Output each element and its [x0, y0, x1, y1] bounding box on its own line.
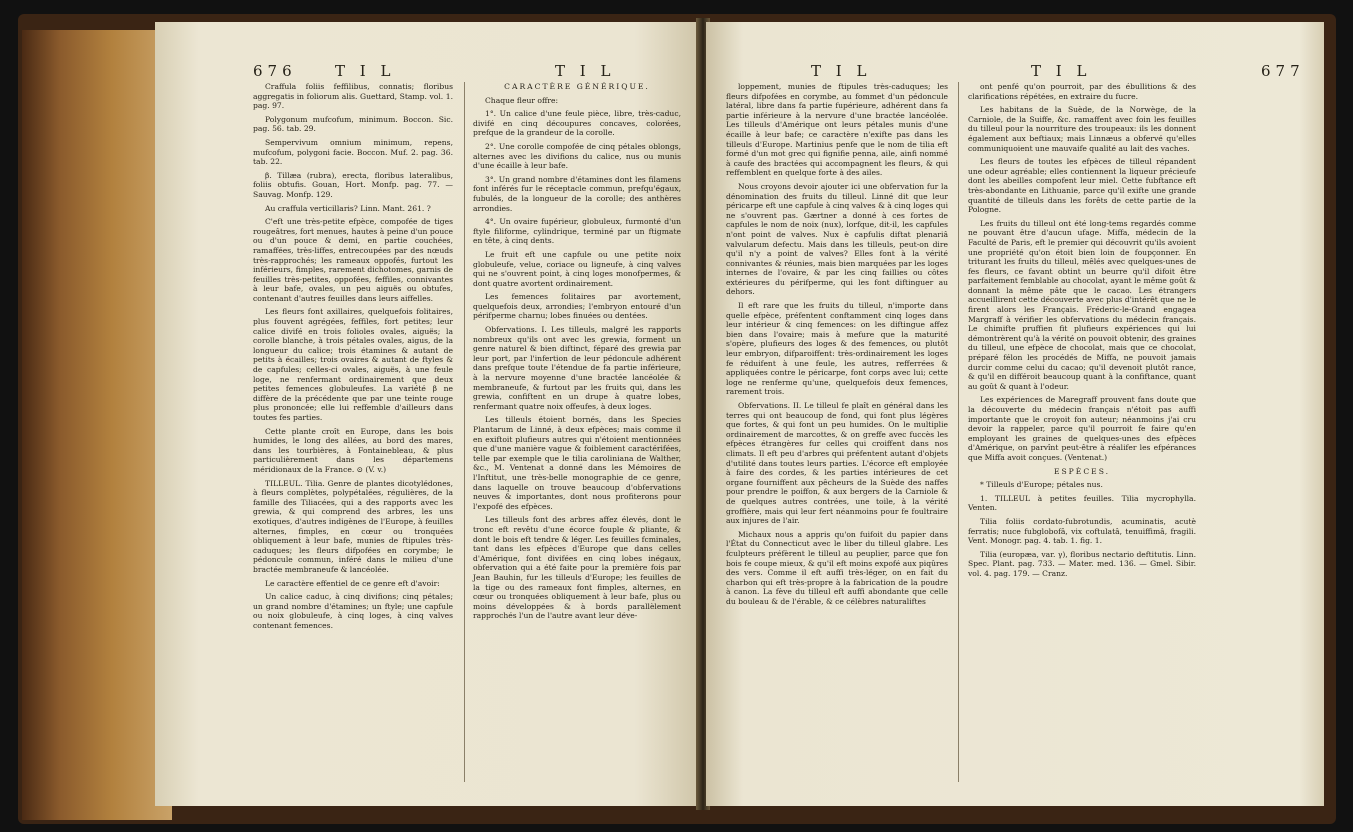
left-page: [155, 22, 700, 806]
paragraph: Craffula foliis feffilibus, connatis; floribus aggregatis in foliorum alis. Guettard, Stamp. vol. 1. pag. 97.: [253, 82, 453, 111]
running-head: T I L: [1031, 62, 1092, 80]
paragraph: Obfervations. I. Les tilleuls, malgré les rapports nombreux qu'ils ont avec les grewia, forment un genre naturel & bien diftinct, féparé des grewia par leur port, par l'infertion de leur pédoncule adhérent dans prefque toute l'étendue de fa partie inférieure, à la nervure moyenne d'une bractée lancéolée & membraneufe, & furtout par les fruits qui, dans les grewia, confiftent en un drupe à quatre lobes, renfermant quatre noix offeufes, à deux loges.: [473, 325, 681, 411]
paragraph: Le fruit eft une capfule ou une petite noix globuleufe, velue, coriace ou ligneufe, à cinq valves qui ne s'ouvrent point, à cinq loges monofpermes, & dont quatre avortent ordinairement.: [473, 249, 681, 288]
paragraph: TILLEUL. Tilia. Genre de plantes dicotylédones, à fleurs complètes, polypétalées, régulières, de la famille des Tiliacées, qui a des rapports avec les grewia, & qui comprend des arbres, les uns exotiques, d'autres indigènes de l'Europe, à feuilles alternes, fimples, en cœur ou tronquées obliquement à leur bafe, munies de ftipules très-caduques; les fleurs difpofées en corymbe; le pédoncule commun, inféré dans le milieu d'une bractée membraneufe & lancéolée.: [253, 478, 453, 574]
page-edges: [22, 30, 172, 820]
paragraph: 1°. Un calice d'une feule pièce, libre, très-caduc, divifé en cinq découpures concaves, colorées, prefque de la grandeur de la corolle.: [473, 109, 681, 138]
text-column: [968, 82, 1196, 583]
paragraph: Au craffula verticillaris? Linn. Mant. 261. ?: [265, 203, 431, 213]
paragraph: β. Tillæa (rubra), erecta, floribus lateralibus, foliis obtufis. Gouan, Hort. Monfp. pag. 77. — Sauvag. Monfp. 129.: [253, 170, 453, 199]
running-head: T I L: [811, 62, 872, 80]
paragraph: Obfervations. II. Le tilleul fe plaît en général dans les terres qui ont beaucoup de fond, qui font plus légères que fortes, & qui font un peu humides. On le multiplie ordinairement de marcottes, & on greffe avec fuccès les efpèces étrangères fur celles qui croiffent dans nos climats. Il eft peu d'arbres qui préfentent autant d'objets d'utilité dans toutes leurs parties. L'écorce eft employée à faire des cordes, & les parties intérieures de cet organe fourniffent aux pêcheurs de la Suède des naffes pour prendre le poiffon, & aux bergers de la Carniole & de quelques autres contrées, une toile, à la vérité groffière, mais qui leur fert néanmoins pour fe foultraire aux injures de l'air.: [726, 401, 948, 526]
paragraph: Les femences folitaires par avortement, quelquefois deux, arrondies; l'embryon entouré d'un périfperme charnu; lobes finuées ou dentées.: [473, 292, 681, 321]
paragraph: Les fruits du tilleul ont été long-tems regardés comme ne pouvant être d'aucun ufage. Miffa, médecin de la Faculté de Paris, eft le premier qui découvrit qu'ils avoient une propriété qu'on étoit bien loin de foupçonner. En triturant les fruits du tilleul, mêlés avec quelques-unes de fes fleurs, ce favant obtint un beurre qu'il difoit être parfaitement femblable au chocolat, ayant le même goût & donnant la même pâte que le cacao. Les étrangers accueillirent cette découverte avec plus d'intérêt que ne le firent alors les Français. Fréderic-le-Grand engagea Margraff à vérifier les obfervations du médecin français. Le chimifte pruffien fit plufieurs expériences qui lui démontrèrent qu'à la vérité on pouvoit obtenir, des graines du tilleul, une efpèce de chocolat, mais que ce chocolat, préparé félon les procédés de Miffa, ne pouvoit jamais durcir comme celui du cacao; qu'il devenoit plutôt rance, & qu'il en différoit beaucoup quant à la confiftance, quant au goût & quant à l'odeur.: [968, 218, 1196, 391]
paragraph: Polygonum mufcofum, minimum. Boccon. Sic. pag. 56. tab. 29.: [253, 114, 453, 134]
paragraph: C'eft une très-petite efpèce, compofée de tiges rougeâtres, fort menues, hautes à peine d'un pouce ou d'un pouce & demi, en partie couchées, ramaffées, très-liffes, entrecoupées par des nœuds très-rapprochés; les rameaux oppofés, furtout les inférieurs, fimples, rarement dichotomes, garnis de feuilles très-petites, oppofées, feffiles, connivantes à leur bafe, ovales, un peu aiguës ou obtufes, contenant d'autres feuilles dans leurs aiffelles.: [253, 217, 453, 303]
text-column: [473, 82, 681, 625]
paragraph: CARACTÈRE GÉNÉRIQUE.: [504, 82, 650, 91]
paragraph: Chaque fleur offre:: [485, 95, 559, 105]
text-column: [253, 82, 453, 634]
paragraph: ont penfé qu'on pourroit, par des ébullitions & des clarifications répétées, en extraire du fucre.: [968, 82, 1196, 101]
paragraph: Le caractère effentiel de ce genre eft d'avoir:: [265, 578, 440, 588]
right-page: [706, 22, 1324, 806]
paragraph: Les tilleuls font des arbres affez élevés, dont le tronc eft revêtu d'une écorce fouple & pliante, & dont le bois eft tendre & léger. Les feuilles fcminales, tant dans les efpèces d'Europe que dans celles d'Amérique, font divifées en cinq lobes inégaux, obfervation qui a été faite pour la première fois par Jean Bauhin, fur les tilleuls d'Europe; les feuilles de la tige ou des rameaux font fimples, alternes, en cœur ou tronquées obliquement à leur bafe, plus ou moins développées & à bords parallèlement rapprochés l'un de l'autre avant leur déve-: [473, 515, 681, 621]
paragraph: loppement, munies de ftipules très-caduques; les fleurs difpofées en corymbe, au fommet d'un pédoncule latéral, libre dans fa partie fupérieure, adhérent dans fa partie inférieure à la nervure d'une bractée lancéolée. Les tilleuls d'Amérique ont leurs pétales munis d'une écaille à leur bafe; ce caractère n'exifte pas dans les tilleuls d'Europe. Martinius penfe que le nom de tilia eft formé d'un mot grec qui fignifie penna, aile, ainfi nommé à caufe des bractées qui accompagnent les fleurs, & qui reffemblent en quelque forte à des ailes.: [726, 82, 948, 178]
paragraph: 1. TILLEUL à petites feuilles. Tilia mycrophylla. Venten.: [968, 493, 1196, 513]
paragraph: Il eft rare que les fruits du tilleul, n'importe dans quelle efpèce, préfentent conftamment cinq loges dans leur intérieur & cinq femences: on les diftingue affez bien dans l'ovaire; mais à mefure que la maturité s'opère, plufieurs des loges & des femences, ou plutôt leur embryon, difparoiffent: très-ordinairement les loges fe réduifent à une feule, les autres, refferrées & appliquées contre le péricarpe, font corps avec lui; cette loge ne renferme qu'une, quelquefois deux femences, rarement trois.: [726, 301, 948, 397]
paragraph: Nous croyons devoir ajouter ici une obfervation fur la dénomination des fruits du tilleul. Linné dit que leur péricarpe eft une capfule à cinq valves & à cinq loges qui ne s'ouvrent pas. Gærtner a donné à ces fortes de capfules le nom de noix (nux), lorfque, dit-il, les capfules n'ont point de valves. Nux è capfulis diftat plenariâ valvularum defectu. Mais dans les tilleuls, peut-on dire qu'il n'y a point de valves? Elles font à la vérité connivantes & réunies, mais bien marquées par les loges internes de l'ovaire, & par les cinq faillies ou côtes extérieures du périfperme, qui les font diftinguer au dehors.: [726, 181, 948, 297]
paragraph: Tilia (europæa, var. γ), floribus nectario deftitutis. Linn. Spec. Plant. pag. 733. — Mater. med. 136. — Gmel. Sibir. vol. 4. pag. 179. — Cranz.: [968, 549, 1196, 578]
paragraph: Les expériences de Maregraff prouvent fans doute que la découverte du médecin français n'étoit pas auffi importante que le croyoit fon auteur; néanmoins j'ai cru devoir la rappeler, parce qu'il pourroit fe faire qu'en employant les graines de quelques-unes des efpèces d'Amérique, on parvînt peut-être à réalifer les efpérances que Miffa avoit conçues. (Ventenat.): [968, 395, 1196, 462]
paragraph: ESPÈCES.: [1053, 466, 1111, 476]
column-rule: [958, 82, 959, 782]
paragraph: Les fleurs font axillaires, quelquefois folitaires, plus fouvent agrégées, feffiles, fort petites; leur calice divifé en trois folioles ovales, aiguës; la corolle blanche, à trois pétales ovales, aigus, de la longueur du calice; trois étamines & autant de petits à écailles; trois ovaires & autant de ftyles & de capfules; celles-ci ovales, aiguës, à une feule loge, ne renfermant ordinairement que deux petites femences globuleufes. La variété β ne diffère de la précédente que par une teinte rouge plus prononcée; elle lui reffemble d'ailleurs dans toutes fes parties.: [253, 307, 453, 422]
column-rule: [464, 82, 465, 782]
paragraph: * Tilleuls d'Europe; pétales nus.: [980, 480, 1103, 490]
paragraph: 3°. Un grand nombre d'étamines dont les filamens font inférés fur le réceptacle commun, prefqu'égaux, fubulés, de la longueur de la corolle; des anthères arrondies.: [473, 174, 681, 213]
running-head: T I L: [335, 62, 396, 80]
paragraph: Les tilleuls étoient bornés, dans les Species Plantarum de Linné, à deux efpèces; mais comme il en exiftoit plufieurs autres qui n'étoient mentionnées que d'une manière vague & foiblement caractérifées, telle par exemple que le tilia caroliniana de Walther, &c., M. Ventenat a donné dans les Mémoires de l'Inftitut, une très-belle monographie de ce genre, dans laquelle on trouve beaucoup d'obfervations neuves & importantes, dont nous profiterons pour l'expofé des efpèces.: [473, 415, 681, 511]
paragraph: Sempervivum omnium minimum, repens, mufcofum, polygoni facie. Boccon. Muf. 2. pag. 36. tab. 22.: [253, 137, 453, 167]
paragraph: 4°. Un ovaire fupérieur, globuleux, furmonté d'un ftyle filiforme, cylindrique, terminé par un ftigmate en tête, à cinq dents.: [473, 217, 681, 246]
running-head: T I L: [555, 62, 616, 80]
paragraph: 2°. Une corolle compofée de cinq pétales oblongs, alternes avec les divifions du calice, nus ou munis d'une écaille à leur bafe.: [473, 141, 681, 171]
paragraph: Cette plante croît en Europe, dans les bois humides, le long des allées, au bord des mares, dans les tourbières, à Fontainebleau, & plus particulièrement dans les départemens méridionaux de la France. ⊙ (V. v.): [253, 426, 453, 474]
paragraph: Tilia foliis cordato-fubrotundis, acuminatis, acutè ferratis; nuce fubglobofâ, vix coftulatâ, tenuiffimâ, fragili. Vent. Monogr. pag. 4. tab. 1. fig. 1.: [968, 516, 1196, 546]
paragraph: Un calice caduc, à cinq divifions; cinq pétales; un grand nombre d'étamines; un ftyle; une capfule ou noix globuleufe, à cinq loges, à cinq valves contenant femences.: [253, 592, 453, 630]
text-column: [726, 82, 948, 610]
paragraph: Les habitans de la Suède, de la Norwège, de la Carniole, de la Suiffe, &c. ramaffent avec foin les feuilles du tilleul pour la nourriture des troupeaux: ils les donnent également aux beftiaux; mais Linnæus a obfervé qu'elles communiquoient une mauvaife qualité au lait des vaches.: [968, 105, 1196, 153]
page-number: 677: [1261, 62, 1305, 80]
page-number: 676: [253, 62, 297, 80]
paragraph: Les fleurs de toutes les efpèces de tilleul répandent une odeur agréable; elles contiennent la liqueur précieufe dont les abeilles compofent leur miel. Cette fubftance eft très-abondante en Lithuanie, parce qu'il exifte une grande quantité de tilleuls dans les forêts de cette partie de la Pologne.: [968, 157, 1196, 215]
paragraph: Michaux nous a appris qu'on fuifoit du papier dans l'État du Connecticut avec le liber du tilleul glabre. Les fculpteurs préfèrent le tilleul au peuplier, parce que fon bois fe coupe mieux, & qu'il eft moins expofé aux piqûres des vers. Comme il eft auffi très-léger, on en fait du charbon qui eft très-propre à la fabrication de la poudre à canon. La fève du tilleul eft auffi abondante que celle du bouleau & de l'érable, & ce célèbres naturaliftes: [726, 529, 948, 606]
